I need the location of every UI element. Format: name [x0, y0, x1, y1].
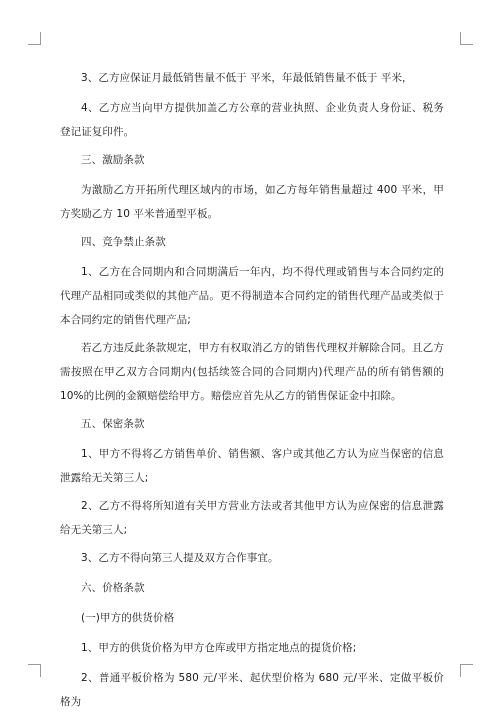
price-clause-2: 2、普通平板价格为 580 元/平米、起伏型价格为 680 元/平米、定做平板价格为	[60, 672, 444, 708]
non-compete-penalty: 若乙方违反此条款规定，甲方有权取消乙方的销售代理权并解除合同。且乙方需按照在甲乙双方合同期内(包括续签合同的合同期内)代理产品的所有销售额的 10%的比例的金额赔偿给甲方。赔偿应首先从乙方的销售保证金中扣除。	[60, 342, 444, 402]
crop-mark-top-left	[28, 32, 41, 45]
price-clause-1: 1、甲方的供货价格为甲方仓库或甲方指定地点的提货价格;	[81, 642, 357, 654]
confidentiality-clause-3: 3、乙方不得向第三人提及双方合作事宜。	[81, 552, 279, 564]
confidentiality-clause-2: 2、乙方不得将所知道有关甲方营业方法或者其他甲方认为应保密的信息泄露给无关第三人;	[60, 500, 444, 536]
clause-4-documents: 4、乙方应当向甲方提供加盖乙方公章的营业执照、企业负责人身份证、税务登记证复印件。	[60, 102, 444, 138]
section-heading-incentive: 三、激励条款	[81, 154, 145, 166]
crop-mark-top-right	[460, 32, 473, 45]
non-compete-clause-1: 1、乙方在合同期内和合同期满后一年内，均不得代理或销售与本合同约定的代理产品相同或类似的其他产品。更不得制造本合同约定的销售代理产品或类似于本合同约定的销售代理产品;	[60, 266, 444, 326]
crop-mark-bottom-left	[28, 664, 41, 677]
subheading-supply-price: (一)甲方的供货价格	[81, 612, 175, 624]
document-body	[60, 66, 444, 720]
section-heading-price: 六、价格条款	[81, 582, 145, 594]
incentive-clause: 为激励乙方开拓所代理区域内的市场，如乙方每年销售量超过 400 平米，甲方奖励乙方 10 平米普通型平板。	[60, 184, 444, 220]
section-heading-non-compete: 四、竞争禁止条款	[81, 236, 166, 248]
crop-mark-bottom-right	[460, 664, 473, 677]
confidentiality-clause-1: 1、甲方不得将乙方销售单价、销售额、客户或其他乙方认为应当保密的信息泄露给无关第三人;	[60, 448, 444, 484]
section-heading-confidentiality: 五、保密条款	[81, 418, 145, 430]
clause-3-min-sales: 3、乙方应保证月最低销售量不低于 平米，年最低销售量不低于 平米，	[81, 72, 413, 84]
